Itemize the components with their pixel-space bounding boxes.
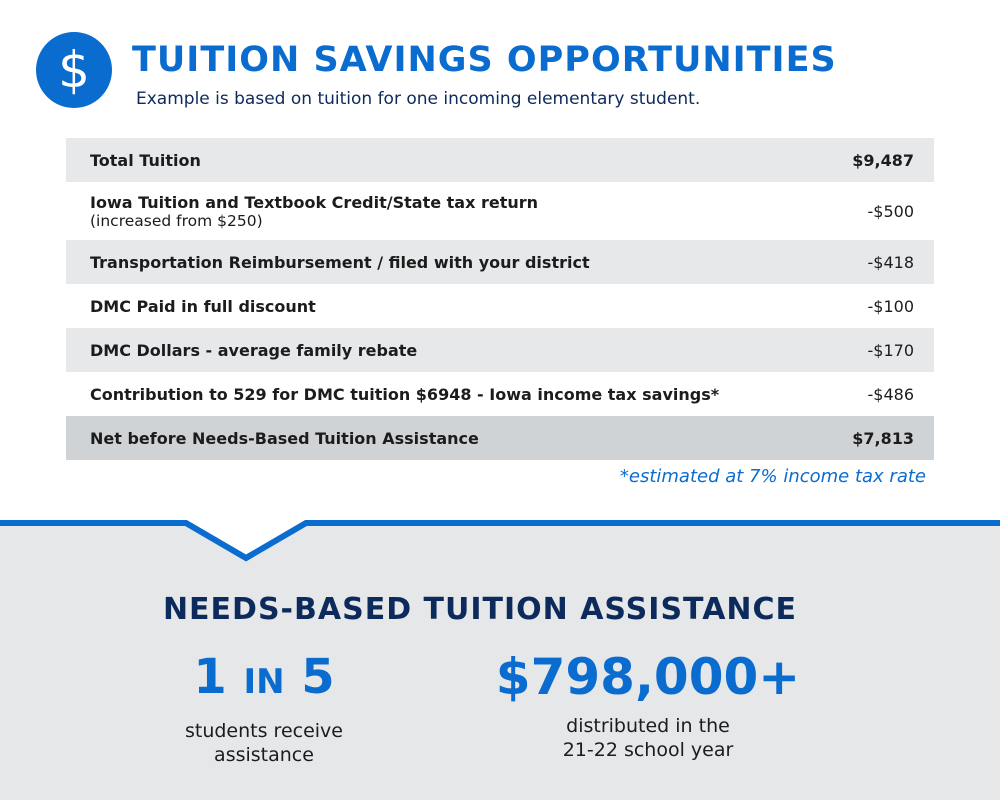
row-label: Net before Needs-Based Tuition Assistance bbox=[90, 428, 479, 448]
savings-table bbox=[66, 138, 934, 460]
page-subtitle: Example is based on tuition for one incoming elementary student. bbox=[136, 89, 701, 109]
table-row bbox=[66, 138, 934, 182]
page-title: TUITION SAVINGS OPPORTUNITIES bbox=[132, 40, 837, 80]
header bbox=[36, 30, 966, 120]
table-row bbox=[66, 328, 934, 372]
row-note: (increased from $250) bbox=[90, 211, 263, 230]
row-amount: -$500 bbox=[867, 201, 914, 221]
row-label: Contribution to 529 for DMC tuition $6948 - Iowa income tax savings* bbox=[90, 384, 720, 404]
row-label bbox=[90, 193, 538, 230]
row-amount: -$486 bbox=[867, 384, 914, 404]
row-amount: -$100 bbox=[867, 296, 914, 316]
stat-distributed bbox=[488, 648, 808, 762]
dollar-glyph: $ bbox=[58, 41, 90, 99]
row-amount: $7,813 bbox=[852, 428, 914, 448]
stat-desc-line: distributed in the bbox=[566, 715, 730, 737]
row-label: DMC Dollars - average family rebate bbox=[90, 340, 418, 360]
table-row bbox=[66, 240, 934, 284]
stat-amount: $798,000+ bbox=[495, 648, 801, 706]
row-label-text: Iowa Tuition and Textbook Credit/State tax return bbox=[90, 192, 539, 212]
stat-ratio-in: IN bbox=[243, 662, 285, 702]
stat-students bbox=[124, 648, 404, 767]
dollar-icon bbox=[36, 32, 112, 108]
row-amount: $9,487 bbox=[852, 150, 914, 170]
chevron-divider bbox=[0, 514, 1000, 564]
stat-desc bbox=[488, 714, 808, 762]
stat-desc bbox=[124, 719, 404, 767]
stat-ratio-den: 5 bbox=[301, 649, 335, 705]
stat-ratio bbox=[124, 648, 404, 711]
assistance-title: NEEDS-BASED TUITION ASSISTANCE bbox=[162, 592, 798, 627]
table-row bbox=[66, 372, 934, 416]
row-label: DMC Paid in full discount bbox=[90, 296, 316, 316]
stat-desc-line: 21-22 school year bbox=[562, 739, 734, 761]
footnote: *estimated at 7% income tax rate bbox=[619, 466, 926, 487]
row-label: Transportation Reimbursement / filed with your district bbox=[90, 252, 590, 272]
row-label: Total Tuition bbox=[90, 150, 201, 170]
row-amount: -$170 bbox=[867, 340, 914, 360]
stat-ratio-num: 1 bbox=[193, 649, 227, 705]
table-row bbox=[66, 284, 934, 328]
stat-desc-line: assistance bbox=[214, 744, 314, 766]
row-amount: -$418 bbox=[867, 252, 914, 272]
table-row bbox=[66, 182, 934, 240]
table-row-net-total bbox=[66, 416, 934, 460]
stat-desc-line: students receive bbox=[184, 720, 343, 742]
